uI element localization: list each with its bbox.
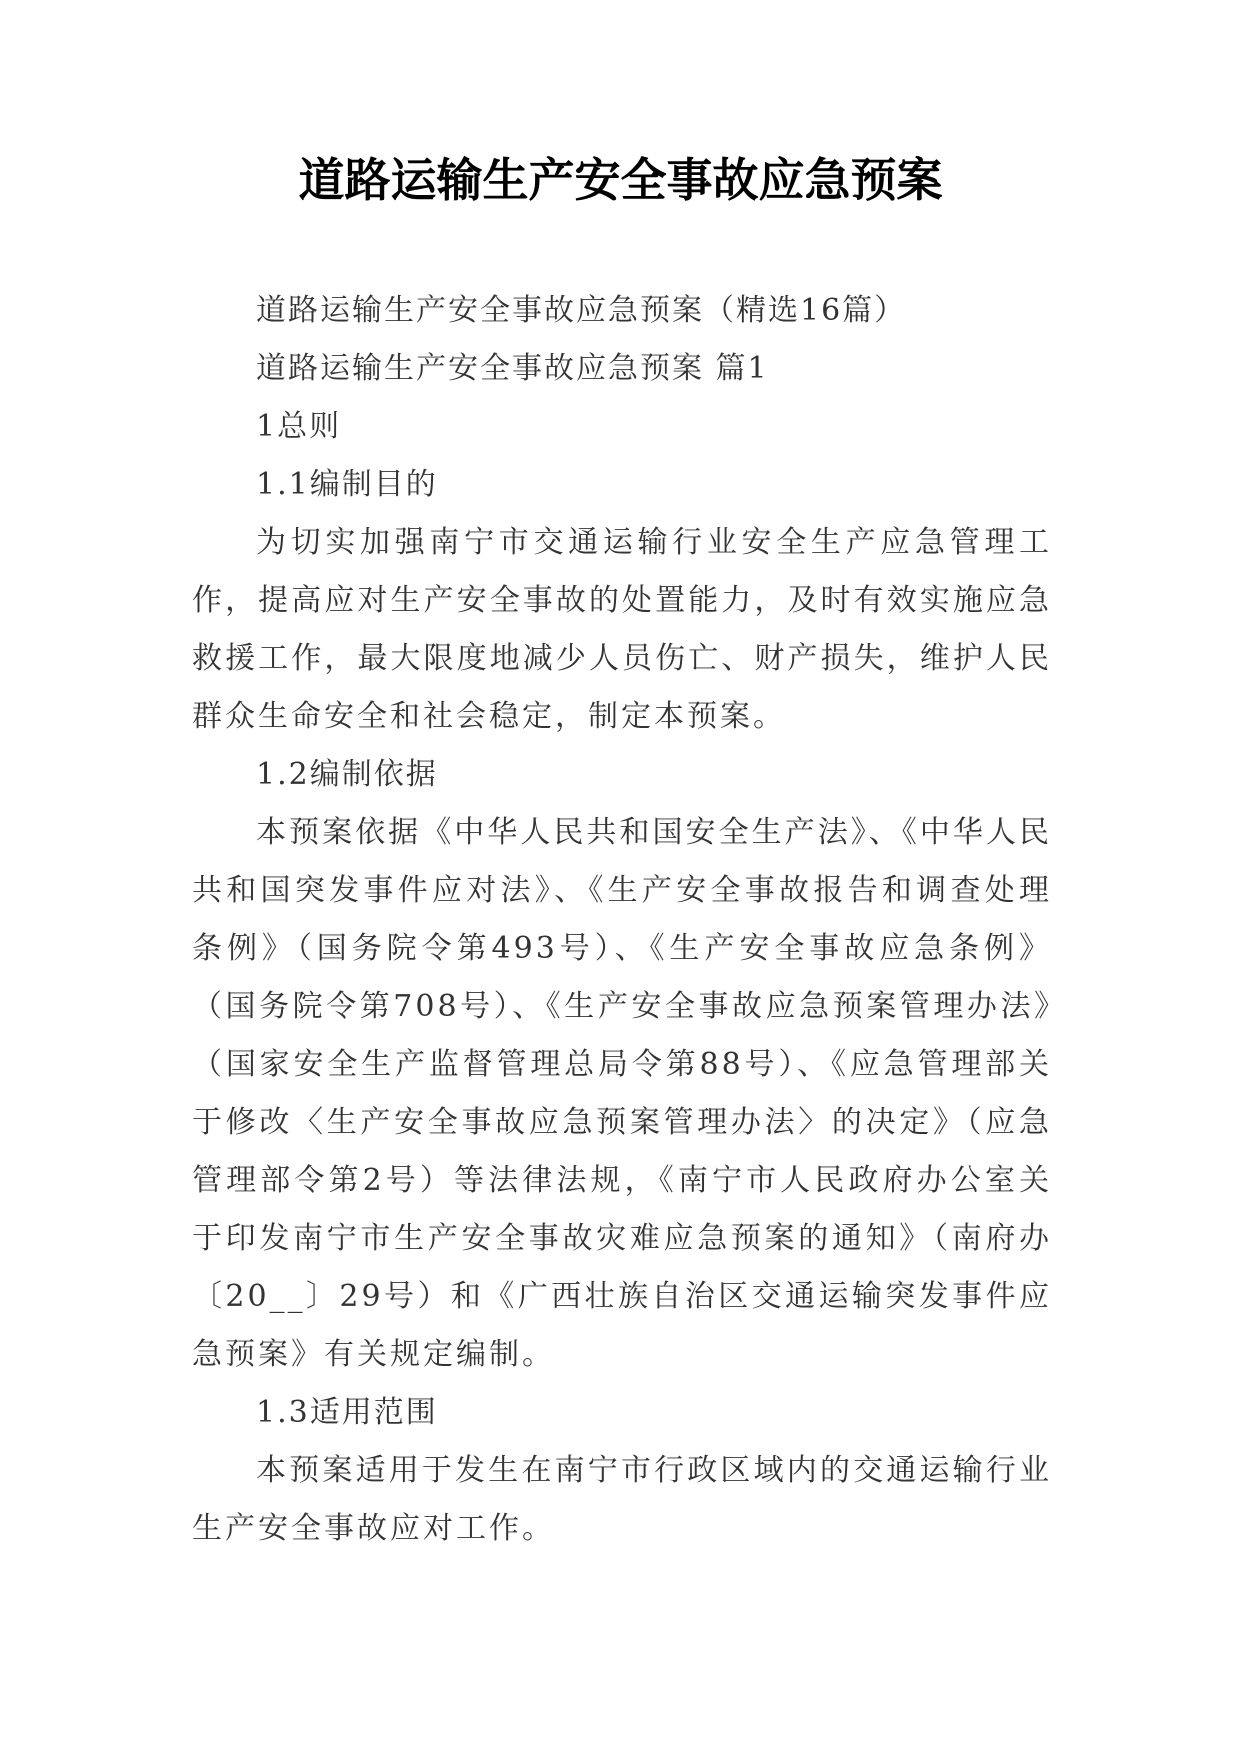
section-1-3-paragraph: 本预案适用于发生在南宁市行政区域内的交通运输行业生产安全事故应对工作。 <box>192 1453 1052 1546</box>
document-title: 道路运输生产安全事故应急预案 <box>298 153 943 207</box>
section-1-1-heading: 1.1编制目的 <box>256 467 438 502</box>
section-1-heading: 1总则 <box>256 409 342 444</box>
section-1-2-paragraph: 本预案依据《中华人民共和国安全生产法》、《中华人民共和国突发事件应对法》、《生产安全事故报告和调查处理条例》（国务院令第493号）、《生产安全事故应急条例》（国务院令第708号）、《生产安全事故应急预案管理办法》（国家安全生产监督管理总局令第88号）、《应急管理部关于修改〈生产安全事故应急预案管理办法〉的决定》（应急管理部令第2号）等法律法规，《南宁市人民政府办公室关于印发南宁市生产安全事故灾难应急预案的通知》（南府办〔20__〕29号）和《广西壮族自治区交通运输突发事件应急预案》有关规定编制。 <box>192 815 1052 1372</box>
document-body <box>192 282 1052 1558</box>
section-1-2-heading: 1.2编制依据 <box>256 757 438 792</box>
section-1-1-paragraph: 为切实加强南宁市交通运输行业安全生产应急管理工作，提高应对生产安全事故的处置能力，及时有效实施应急救援工作，最大限度地减少人员伤亡、财产损失，维护人民群众生命安全和社会稳定，制定本预案。 <box>192 525 1052 734</box>
section-1-3-heading: 1.3适用范围 <box>256 1395 438 1430</box>
collection-subtitle: 道路运输生产安全事故应急预案（精选16篇） <box>256 293 907 328</box>
article-heading: 道路运输生产安全事故应急预案 篇1 <box>256 351 769 386</box>
